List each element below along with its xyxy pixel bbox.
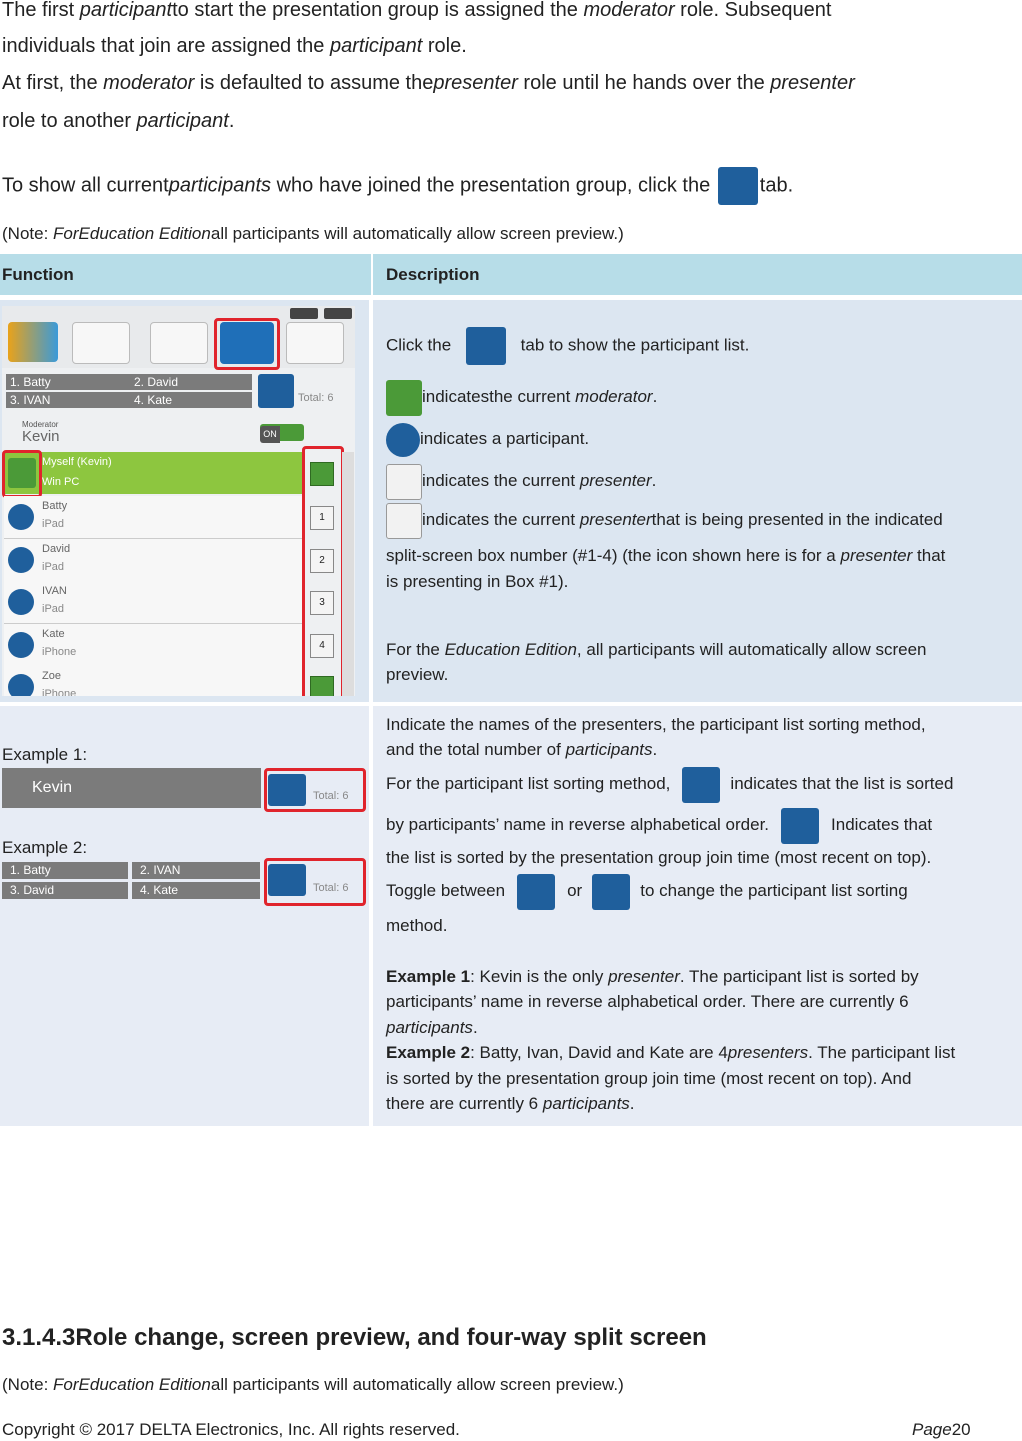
text: . [228,110,235,132]
participant-icon [8,547,34,573]
text: split-screen box number (#1-4) (the icon shown here is for a [386,546,841,565]
desc-line: method. [386,916,448,935]
self-row [4,452,302,494]
text: moderator [575,387,653,406]
participant-tab-icon [718,167,758,205]
presenter-box-icon[interactable]: 2 [310,549,334,573]
participant-list-screenshot [2,306,355,696]
participant-name: Batty [42,500,68,512]
text: role. [422,35,467,57]
presenter-box-icon[interactable]: 1 [310,506,334,530]
participant-icon [8,589,34,615]
text: to start the presentation group is assigned the [172,0,584,21]
text: indicatesthe current [422,387,576,406]
text: who have joined the presentation group, click the [271,174,716,197]
presenter-name: 2. David [130,374,252,390]
desc-line: the list is sorted by the presentation group join time (most recent on top). [386,848,932,867]
sort-by-name-icon [258,374,294,408]
desc-moderator [386,378,657,416]
app-logo-icon [8,322,58,362]
presenter-icon [386,464,422,500]
participant-device: iPad [42,518,65,530]
presenter-name: 4. Kate [130,392,252,408]
text: and the total number of [386,740,566,759]
text: . [652,740,658,759]
text: presenters [727,1043,809,1062]
text: Function [2,265,74,284]
desc-edu-2: preview. [386,665,449,684]
text: participants [168,174,272,197]
text: all participants will automatically allow screen preview.) [210,224,624,243]
desc-line [386,766,953,803]
text: that is being presented in the indicated [651,510,943,529]
text: to change the participant list sorting [640,881,908,900]
text: presenter [433,72,518,94]
note [2,1375,624,1395]
close-icon [324,308,352,319]
text: 20 [951,1420,971,1439]
participant-row[interactable] [4,666,304,696]
highlight-box [264,858,366,906]
presenter-name: 2. IVAN [132,862,260,879]
text: tab. [759,174,794,197]
participant-row[interactable] [4,539,304,582]
text: indicates a participant. [420,429,590,448]
participant-name: Kate [42,627,65,640]
text: role to another [2,110,137,132]
participant-icon [386,423,420,457]
text: indicates that the list is sorted [730,774,954,793]
participant-icon [8,632,34,658]
text: Toggle between [386,881,506,900]
text: participant [330,35,423,57]
sort-by-name-icon [682,767,720,803]
text: participant [136,110,229,132]
text: tab to show the participant list. [520,335,750,355]
highlight-box [264,768,366,812]
text: role until he hands over the [517,72,771,94]
intro-line-1 [2,0,831,29]
note [2,224,624,244]
text: At first, the [2,72,104,94]
text: To show all current [2,174,169,197]
text: presenter [608,967,680,986]
toggle-label: ON [260,426,280,443]
moderator-icon [386,380,422,416]
total-count: Total: 6 [313,790,349,802]
text: Indicates that [831,815,933,834]
participant-icon [8,674,34,696]
intro-line-5 [2,167,793,205]
text: moderator [583,0,675,21]
highlight-box [214,318,280,370]
participant-name: David [42,542,71,555]
presenter-box-icon[interactable]: 3 [310,591,334,615]
text: The first [2,0,80,21]
text: individuals that join are assigned the [2,35,330,57]
text: Click the [386,335,452,355]
desc-box [386,502,943,539]
text: . [629,1094,635,1113]
self-device: Win PC [42,476,80,488]
desc-box-2 [386,546,945,566]
text: Page [912,1420,952,1439]
participant-device: iPad [42,603,65,615]
text: is defaulted to assume the [194,72,434,94]
desc-click [386,327,749,365]
desc-line [386,967,919,987]
participant-row[interactable] [4,624,304,667]
desc-line [386,740,657,760]
text: role. Subsequent [674,0,832,21]
text: ForEducation Edition [53,224,211,243]
screen-switch-icon [72,322,130,364]
text: or [567,881,583,900]
desc-edu [386,640,927,660]
text: Example 1 [386,967,471,986]
presenter-name: 4. Kate [132,882,260,899]
text: indicates the current [422,510,580,529]
total-count: Total: 6 [313,882,349,894]
participant-name: Zoe [42,670,61,682]
section-title: 3.1.4.3Role change, screen preview, and four-way split screen [2,1324,707,1351]
minimize-icon [290,308,318,319]
desc-line [386,872,908,910]
participant-icon [8,504,34,530]
table-header-function [0,254,371,295]
participant-tab-icon [466,327,506,365]
text: (Note: [2,224,54,243]
text: indicates the current [422,471,580,490]
text: . The participant list [808,1043,956,1062]
page-number [912,1420,971,1440]
sort-by-name-icon [517,874,555,910]
link-icon [150,322,208,364]
text: ForEducation Edition [53,1375,211,1394]
participant-row[interactable] [4,581,304,624]
text: there are currently 6 [386,1094,543,1113]
participant-device: iPhone [42,645,77,658]
participant-device: iPhone [42,688,77,696]
desc-line: Indicate the names of the presenters, the participant list sorting method, [386,715,926,734]
text: presenter [579,510,652,529]
text: participants [565,740,653,759]
example-2-label: Example 2: [2,838,88,857]
presenter-name: 1. Batty [2,862,128,879]
text: presenter [770,72,855,94]
example-1-name: Kevin [2,768,261,808]
copyright: Copyright © 2017 DELTA Electronics, Inc. All rights reserved. [2,1420,460,1439]
presenter-box-icon[interactable]: 4 [310,634,334,658]
text: participants [386,1018,473,1037]
self-name: Myself (Kevin) [42,456,112,468]
text: For the participant list sorting method, [386,774,671,793]
desc-line [386,1094,635,1114]
text: Example 2 [386,1043,471,1062]
total-count: Total: 6 [298,392,334,404]
presenter-name: 3. David [2,882,128,899]
intro-line-2 [2,28,467,65]
moderator-name: Kevin [22,428,60,445]
desc-line [386,1018,478,1038]
sort-by-time-icon [781,808,819,844]
text: that [912,546,946,565]
text: participant [79,0,173,21]
presenter-name: 3. IVAN [6,392,130,408]
participant-row[interactable] [4,496,304,539]
text: presenter [579,471,652,490]
participant-name: IVAN [42,585,67,597]
toolbar [2,306,355,368]
desc-line: participants’ name in reverse alphabetical order. There are currently 6 [386,992,909,1011]
example-1-label: Example 1: [2,745,88,764]
preview-toggle [260,424,304,441]
scrollbar [342,452,354,696]
desc-line: is sorted by the presentation group join time (most recent on top). And [386,1069,912,1088]
text: (Note: [2,1375,54,1394]
text: Education Edition [444,640,577,659]
text: moderator [103,72,195,94]
desc-line [386,807,932,844]
intro-line-4 [2,103,234,140]
moderator-label: Moderator [22,420,59,429]
sort-by-time-icon [592,874,630,910]
participant-device: iPad [42,560,65,573]
intro-line-3 [2,65,855,102]
desc-line [386,1043,955,1063]
desc-presenter [386,463,656,500]
text: . [472,1018,478,1037]
highlight-box [2,450,42,498]
text: presenter [840,546,913,565]
text: Description [386,265,480,284]
text: all participants will automatically allow screen preview.) [210,1375,624,1394]
text: . [652,387,658,406]
table-header-description [373,254,1022,295]
text: by participants’ name in reverse alphabetical order. [386,815,770,834]
desc-box-3: is presenting in Box #1). [386,572,569,591]
text: participants [542,1094,630,1113]
text: . The participant list is sorted by [679,967,919,986]
text: . [651,471,657,490]
highlight-box [302,446,344,696]
text: , all participants will automatically allow screen [576,640,927,659]
presenter-name: 1. Batty [6,374,130,390]
presenter-box-1-icon [386,503,422,539]
text: : Batty, Ivan, David and Kate are 4 [470,1043,728,1062]
text: : Kevin is the only [470,967,609,986]
desc-participant [386,421,589,457]
text: For the [386,640,445,659]
grid-icon [286,322,344,364]
